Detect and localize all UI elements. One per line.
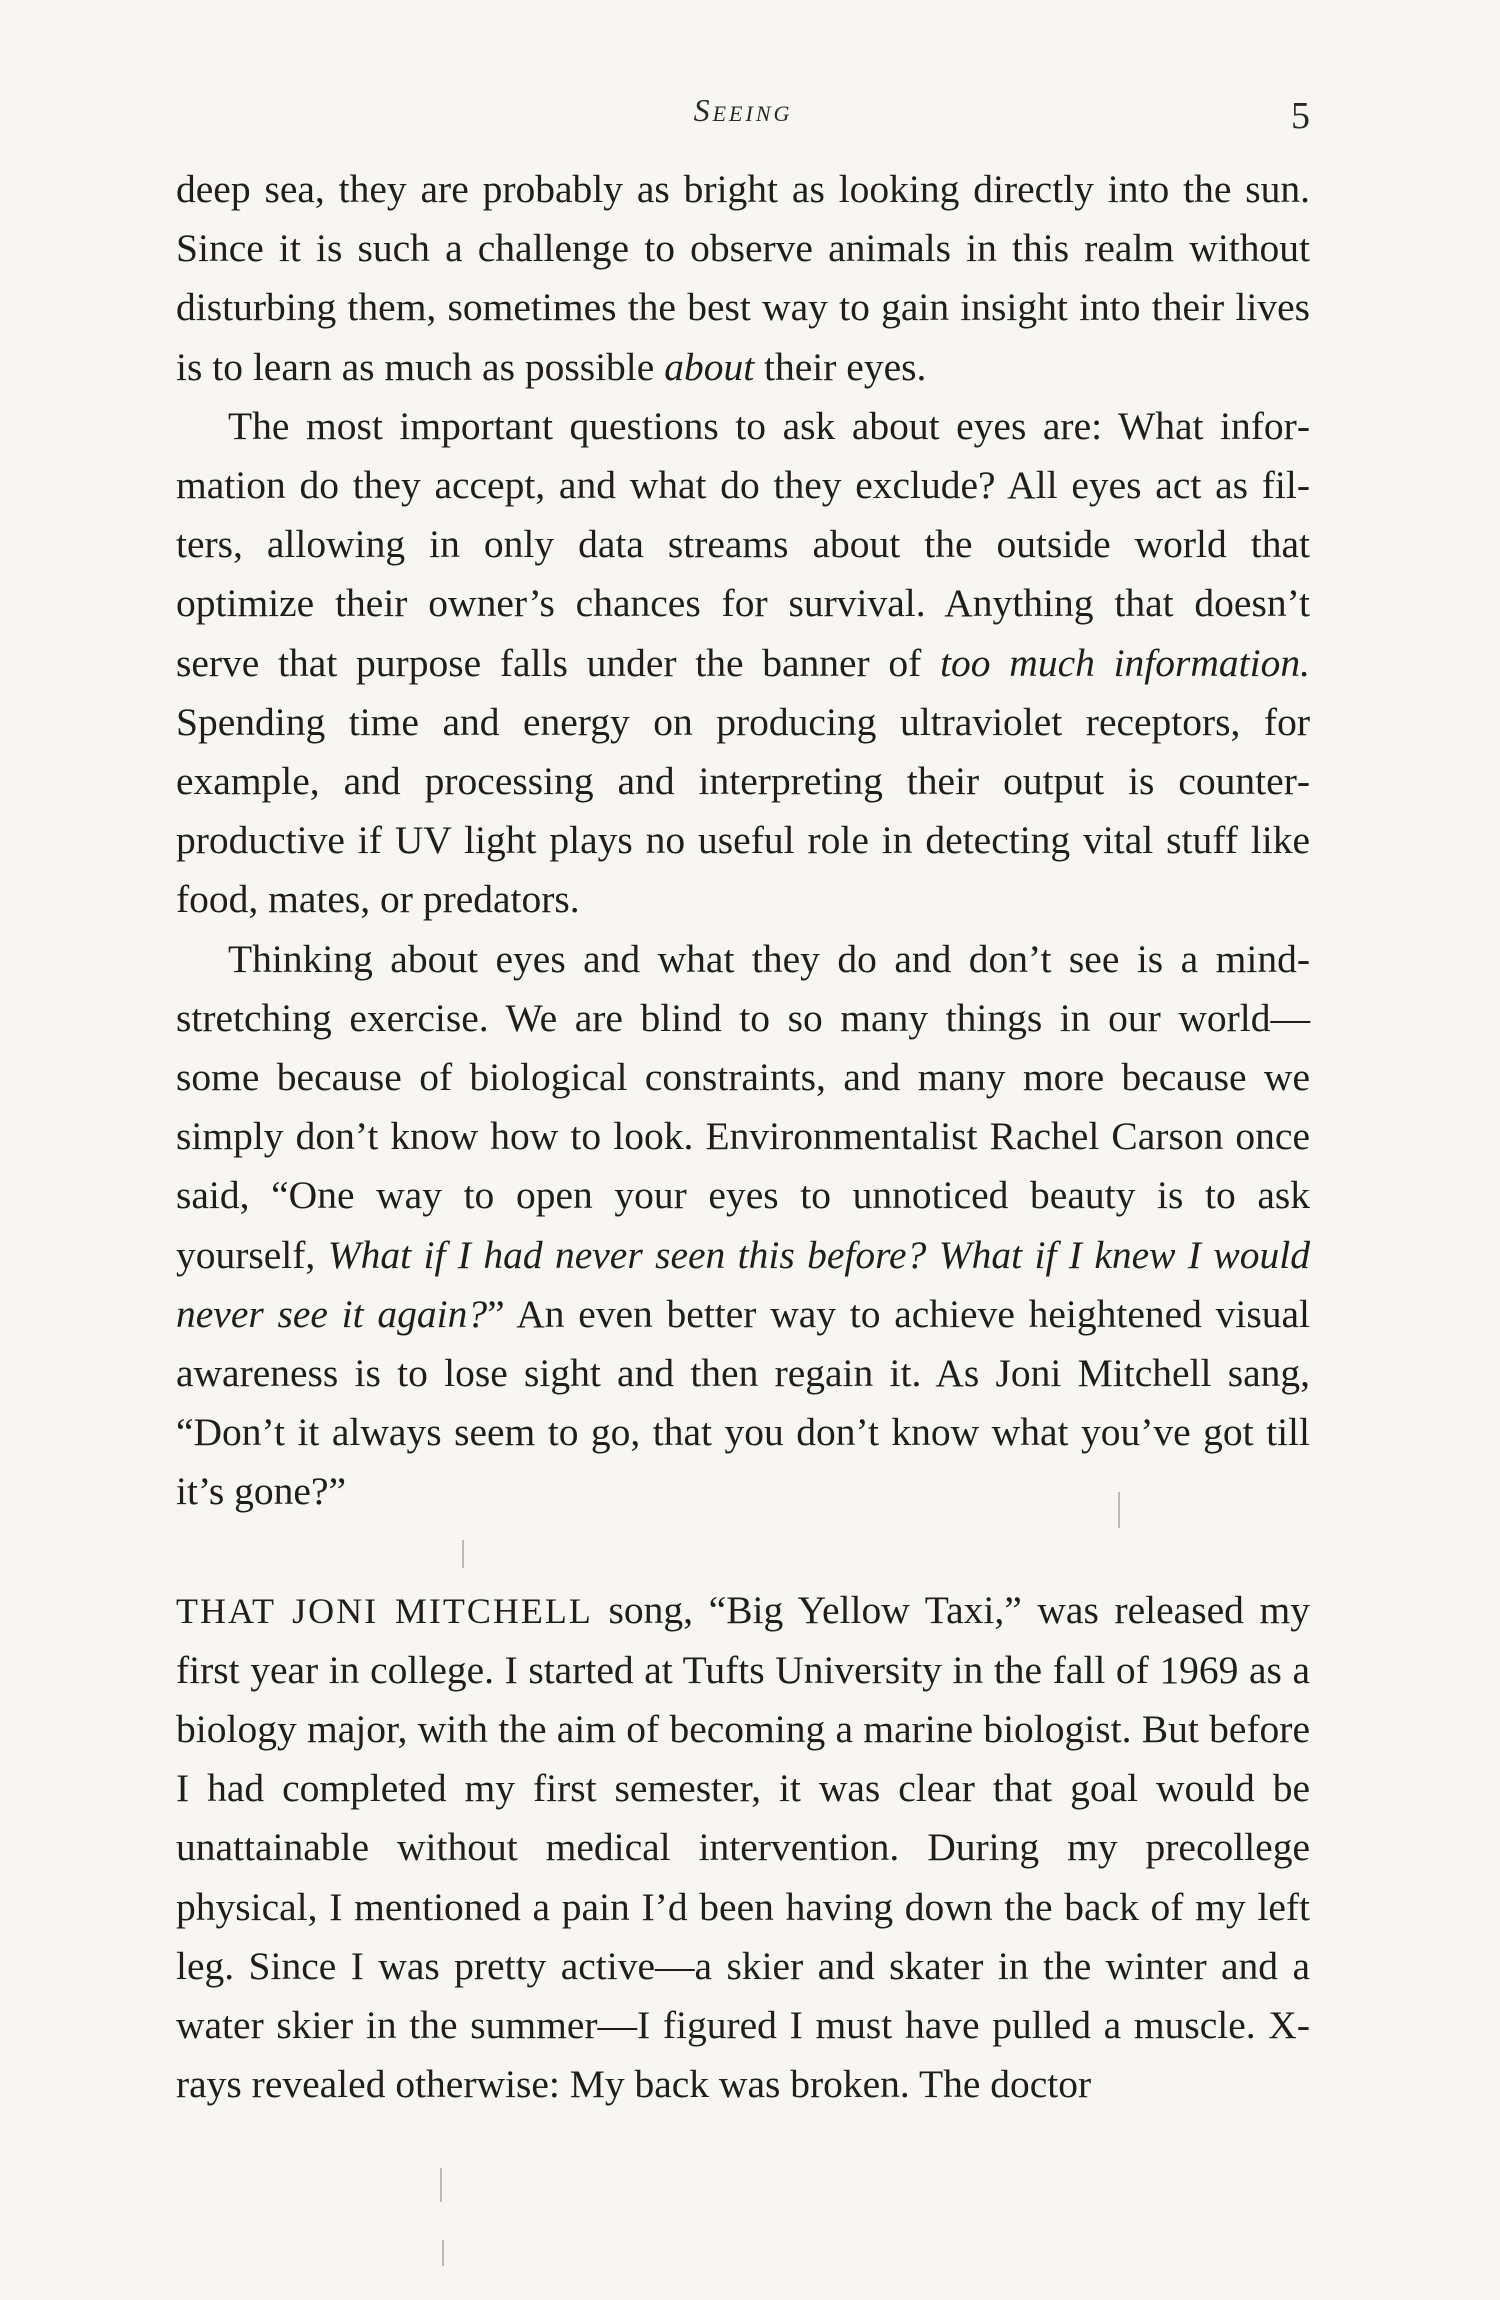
- page-number: 5: [1291, 95, 1310, 137]
- section-paragraph: [176, 1581, 1310, 2115]
- paragraph: [176, 160, 1310, 397]
- italic-text: too much information.: [940, 640, 1310, 685]
- text-segment: deep sea, they are probably as bright as looking directly into the sun. Since it is such a challenge to observe animals in this realm without disturbing them, sometimes the best way to gain insight into their lives is to learn as much as possible: [176, 167, 1310, 389]
- scan-artifact-line: [442, 2240, 444, 2266]
- scan-artifact-line: [440, 2168, 442, 2202]
- text-segment: song, “Big Yellow Taxi,” was released my first year in college. I started at Tufts University in the fall of 1969 as a biology major, with the aim of becoming a marine biologist. But before I had completed my first semester, it was clear that goal would be unattainable without medical intervention. During my precollege physical, I mentioned a pain I’d been having down the back of my left leg. Since I was pretty active—a skier and skater in the winter and a water skier in the summer—I figured I must have pulled a muscle. X-rays revealed otherwise: My back was broken. The doctor: [176, 1587, 1310, 2107]
- italic-text: What if I had never seen this before? What if I knew I would never see it again?: [176, 1232, 1311, 1336]
- text-segment: ” An even better way to achieve heightened visual awareness is to lose sight and then regain it. As Joni Mitchell sang, “Don’t it always seem to go, that you don’t know what you’ve got till it’s gone?”: [176, 1291, 1311, 1514]
- paragraph: [176, 397, 1310, 930]
- running-head: [176, 92, 1310, 142]
- body-text: [176, 160, 1310, 2115]
- paragraph: [176, 930, 1310, 1522]
- scan-artifact-line: [462, 1540, 464, 1568]
- scan-artifact-line: [1118, 1492, 1120, 1528]
- text-segment: Spending time and energy on producing ultraviolet receptors, for example, and processing and interpreting their output is counterproductive if UV light plays no useful role in detecting vital stuff like food, mates, or predators.: [176, 699, 1310, 922]
- text-segment: their eyes.: [754, 344, 927, 389]
- small-caps-lead-in: THAT JONI MITCHELL: [176, 1590, 593, 1631]
- italic-text: about: [664, 344, 755, 389]
- text-segment: Thinking about eyes and what they do and don’t see is a mindstretching exercise. We are blind to so many things in our world— some because of biological constraints, and many more because we simply don’t know how to look. Environmentalist Rachel Carson once said, “One way to open your eyes to unnoticed beauty is to ask yourself,: [176, 936, 1310, 1277]
- text-segment: The most important questions to ask about eyes are: What information do they accept, and what do they exclude? All eyes act as filters, allowing in only data streams about the outside world that optimize their owner’s chances for survival. Anything that doesn’t serve that purpose falls under the banner of: [176, 403, 1310, 685]
- running-title: Seeing: [693, 92, 793, 128]
